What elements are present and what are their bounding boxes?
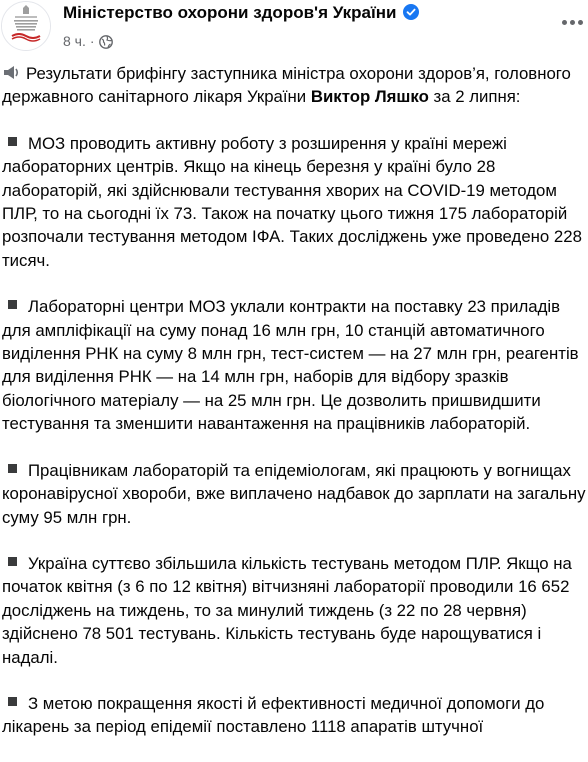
- bullet-text: Лабораторні центри МОЗ уклали контракти на поставку 23 приладів для ампліфікації на суму понад 16 млн грн, 10 станцій автоматичного виділення РНК на суму 8 млн грн, тест-систем — на 27 млн грн, реагентів для виділення РНК — на 14 млн грн, наборів для відбору зразків біологічного матеріалу — на 25 млн грн. Це дозволить пришвидшити тестування та зменшити навантаження на працівників лабораторій.: [2, 297, 579, 434]
- speaker-icon: [2, 64, 21, 81]
- bullet-paragraph: [2, 552, 586, 669]
- globe-icon[interactable]: [99, 35, 113, 49]
- bullet-text: Працівникам лабораторій та епідеміологам, які працюють у вогнищах коронавірусної хвороби, вже виплачено надбавок до зарплати на загальну суму 95 млн грн.: [2, 460, 586, 527]
- post-header: [0, 0, 588, 60]
- meta-separator: ·: [89, 33, 95, 49]
- bullet-text: З метою покращення якості й ефективності медичної допомоги до лікарень за період епідемії поставлено 1118 апаратів штучної: [2, 693, 545, 737]
- square-bullet-icon: [8, 557, 17, 566]
- square-bullet-icon: [8, 464, 17, 473]
- post-meta: [63, 33, 113, 49]
- ministry-logo-icon: [2, 2, 50, 50]
- bullet-paragraph: [2, 295, 586, 435]
- speaker-name-link[interactable]: Виктор Ляшко: [310, 87, 429, 107]
- square-bullet-icon: [8, 300, 17, 309]
- page-avatar[interactable]: [1, 1, 51, 51]
- more-options-button[interactable]: [558, 8, 586, 36]
- more-dots-icon: [562, 20, 567, 25]
- intro-date: за 2 липня:: [428, 87, 521, 107]
- bullet-paragraph: [2, 459, 586, 529]
- square-bullet-icon: [8, 137, 17, 146]
- intro-text: Результати брифінгу заступника міністра охорони здоров’я, головного державного санітарного лікаря України: [2, 64, 571, 107]
- page-name: Міністерство охорони здоров'я України: [63, 3, 397, 22]
- square-bullet-icon: [8, 697, 17, 706]
- bullet-paragraph: [2, 132, 586, 272]
- verified-badge-icon: [403, 4, 419, 20]
- bullet-paragraph: [2, 692, 586, 739]
- page-name-link[interactable]: [63, 3, 419, 23]
- post-time[interactable]: 8 ч.: [63, 33, 86, 49]
- post-text: [2, 62, 586, 762]
- bullet-text: Україна суттєво збільшила кількість тестувань методом ПЛР. Якщо на початок квітня (з 6 по 12 квітня) вітчизняні лабораторії проводили 16 652 досліджень на тиждень, то за минулий тиждень (з 22 по 28 червня) здійснено 78 501 тестувань. Кількість тестувань буде нарощуватися і надалі.: [2, 553, 572, 667]
- bullet-text: МОЗ проводить активну роботу з розширення у країні мережі лабораторних центрів. Якщо на кінець березня у країні було 28 лабораторій, які здійснювали тестування хворих на COVID-19 методом ПЛР, то на сьогодні їх 73. Також на початку цього тижня 175 лабораторій розпочали тестування методом ІФА. Таких досліджень уже проведено 228 тисяч.: [2, 133, 582, 270]
- intro-paragraph: [2, 62, 586, 109]
